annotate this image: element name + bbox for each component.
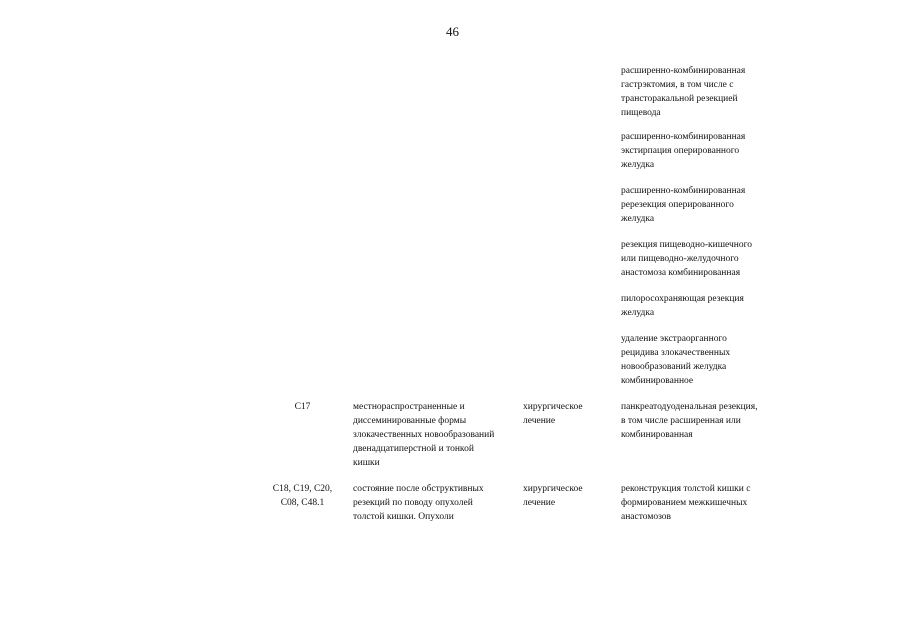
procedure-item: расширенно-комбинированная экстирпация оперированного желудка xyxy=(621,132,746,170)
procedure-item: расширенно-комбинированная ререзекция оперированного желудка xyxy=(621,186,746,224)
diagnosis-cell: состояние после обструктивных резекций по поводу опухолей толстой кишки. Опухоли xyxy=(353,484,484,522)
method-cell: реконструкция толстой кишки с формированием межкишечных анастомозов xyxy=(621,484,751,522)
treatment-type-cell: хирургическое лечение xyxy=(523,484,583,508)
icd-code-cell: C17 xyxy=(294,402,311,412)
procedure-item: расширенно-комбинированная гастрэктомия, в том числе с трансторакальной резекцией пищевода xyxy=(621,66,746,118)
procedure-item: удаление экстраорганного рецидива злокачественных новообразований желудка комбинированное xyxy=(621,334,731,386)
procedure-item: пилоросохраняющая резекция желудка xyxy=(621,294,744,318)
treatment-type-cell: хирургическое лечение xyxy=(523,402,583,426)
page-number: 46 xyxy=(446,24,459,39)
icd-code-cell: C18, C19, C20, C08, C48.1 xyxy=(272,484,333,508)
method-cell: панкреатодуоденальная резекция, в том числе расширенная или комбинированная xyxy=(621,402,758,440)
procedure-item: резекция пищеводно-кишечного или пищеводно-желудочного анастомоза комбинированная xyxy=(621,240,753,278)
diagnosis-cell: местнораспространенные и диссеминированные формы злокачественных новообразований двенадцатиперстной и тонкой кишки xyxy=(353,402,495,468)
